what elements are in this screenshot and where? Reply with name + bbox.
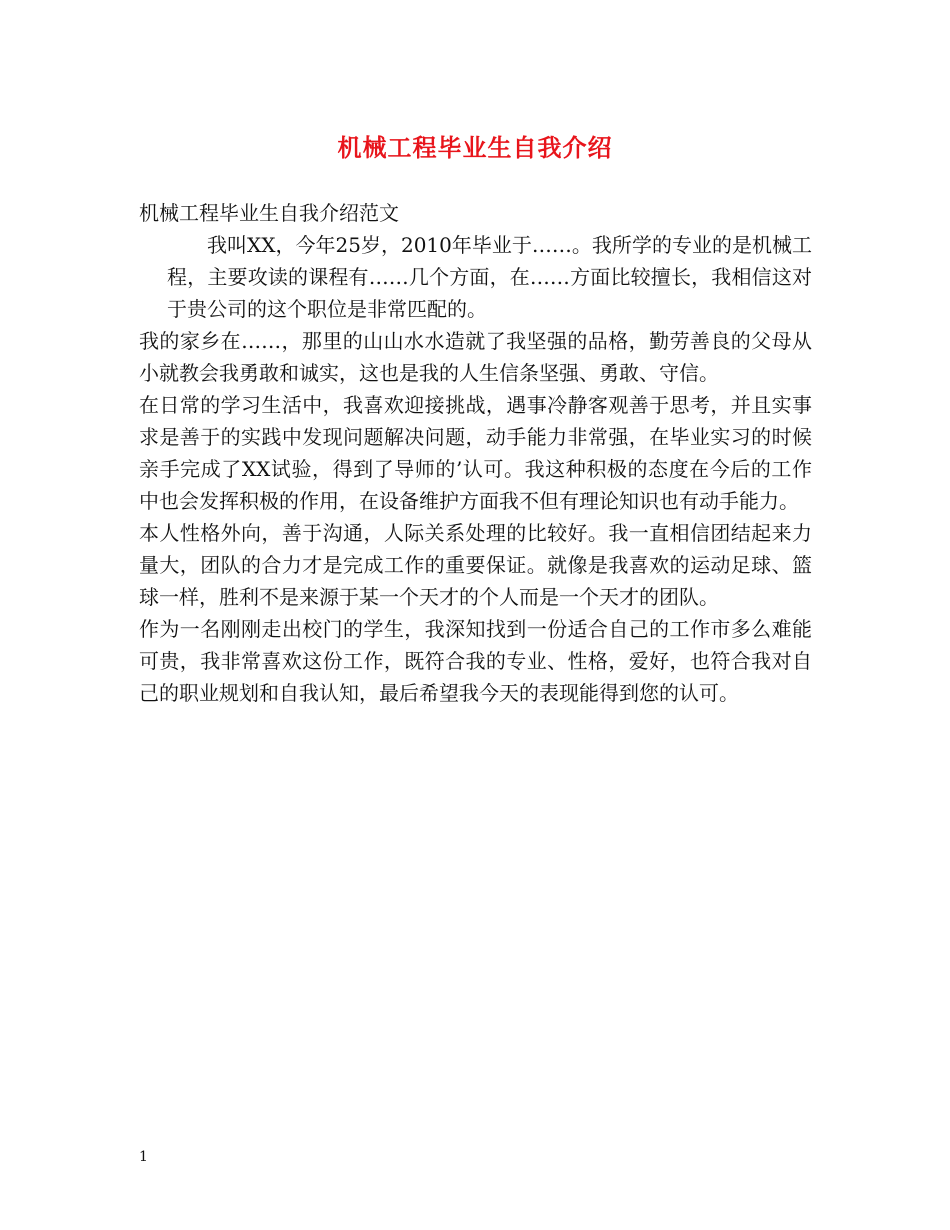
paragraph-personality: 本人性格外向，善于沟通，人际关系处理的比较好。我一直相信团结起来力量大，团队的合力才是完成工作的重要保证。就像是我喜欢的运动足球、篮球一样，胜利不是来源于某一个天才的个人而是一个天才的团队。 [139,521,812,609]
paragraph-conclusion: 作为一名刚刚走出校门的学生，我深知找到一份适合自己的工作市多么难能可贵，我非常喜欢这份工作，既符合我的专业、性格，爱好，也符合我对自己的职业规划和自我认知，最后希望我今天的表现能得到您的认可。 [139,617,812,705]
paragraph-hometown: 我的家乡在……，那里的山山水水造就了我坚强的品格，勤劳善良的父母从小就教会我勇敢和诚实，这也是我的人生信条坚强、勇敢、守信。 [139,329,812,385]
page-number: 1 [139,1149,148,1165]
document-title: 机械工程毕业生自我介绍 [337,133,613,162]
document-subtitle: 机械工程毕业生自我介绍范文 [139,201,399,225]
document-body [139,197,812,709]
paragraph-intro: 我叫XX，今年25岁，2010年毕业于……。我所学的专业的是机械工程，主要攻读的课程有……几个方面，在……方面比较擅长，我相信这对于贵公司的这个职位是非常匹配的。 [167,233,812,321]
paragraph-study-life: 在日常的学习生活中，我喜欢迎接挑战，遇事冷静客观善于思考，并且实事求是善于的实践中发现问题解决问题，动手能力非常强，在毕业实习的时候亲手完成了XX试验，得到了导师的’认可。我这种积极的态度在今后的工作中也会发挥积极的作用，在设备维护方面我不但有理论知识也有动手能力。 [139,393,812,513]
